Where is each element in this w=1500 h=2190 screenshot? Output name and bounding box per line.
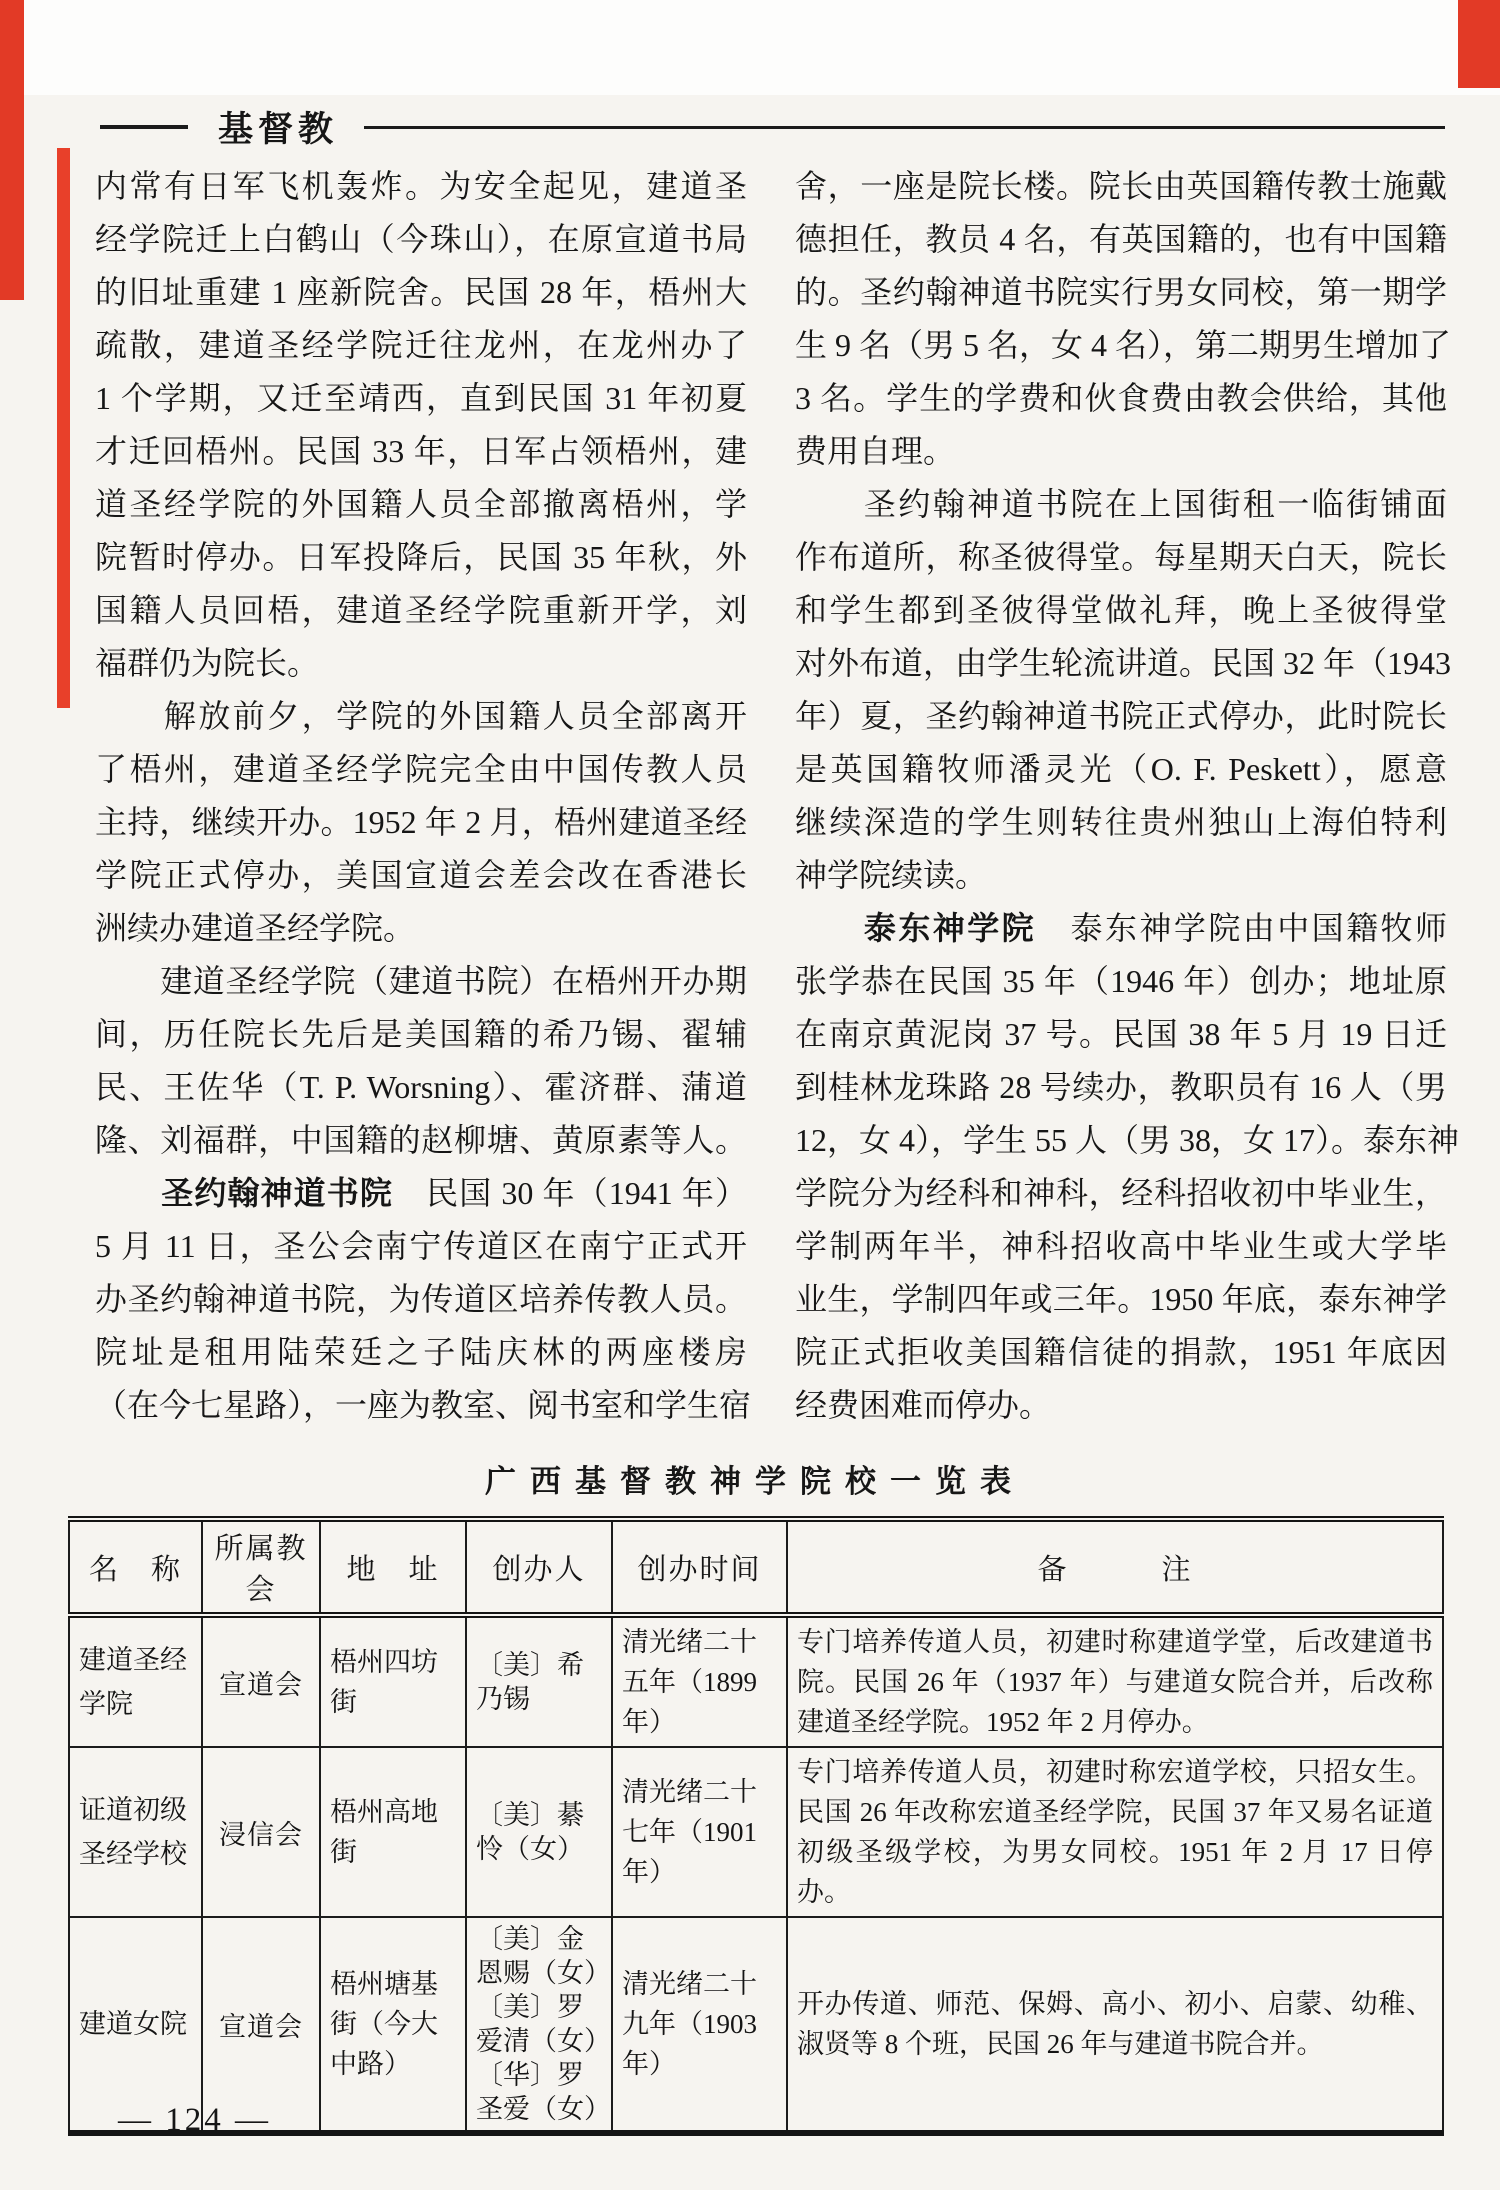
- text-line: 洲续办建道圣经学院。: [95, 910, 416, 946]
- text-line: 业生，学制四年或三年。1950 年底，泰东神学: [795, 1281, 1447, 1317]
- running-head: [100, 102, 1445, 152]
- founder-name: 〔美〕金恩赐（女）: [476, 1924, 611, 1988]
- text-line: 经学院迁上白鹤山（今珠山），在原宣道书局: [95, 221, 747, 257]
- founder-name: 〔美〕綦怜（女）: [476, 1800, 584, 1864]
- text-line: 年）夏，圣约翰神道书院正式停办，此时院长: [795, 698, 1447, 734]
- cell-remarks: 专门培养传道人员，初建时称宏道学校，只招女生。民国 26 年改称宏道圣经学院，民国 37 年又易名证道初级圣级学校，为男女同校。1951 年 2 月 17 日停办。: [787, 1747, 1443, 1917]
- table-row: [69, 1917, 1443, 2133]
- text-line: 主持，继续开办。1952 年 2 月，梧州建道圣经: [95, 804, 747, 840]
- text-line: 院暂时停办。日军投降后，民国 35 年秋，外: [95, 539, 747, 575]
- text-line: 间，历任院长先后是美国籍的希乃锡、翟辅: [95, 1016, 747, 1052]
- scan-top-band: [0, 0, 1500, 95]
- text-line: 到桂林龙珠路 28 号续办，教职员有 16 人（男: [795, 1069, 1447, 1105]
- cell-remarks: 专门培养传道人员，初建时称建道学堂，后改建道书院。民国 26 年（1937 年）与建道女院合并，后改称建道圣经学院。1952 年 2 月停办。: [787, 1615, 1443, 1747]
- entry-heading: 圣约翰神道书院: [161, 1175, 393, 1211]
- head-rule-short: [100, 125, 188, 129]
- scan-artifact-top-right: [1458, 0, 1500, 88]
- left-text-column: [95, 160, 752, 1432]
- cell-church: 浸信会: [202, 1747, 320, 1917]
- entry-heading: 泰东神学院: [863, 910, 1037, 946]
- text-line: 解放前夕，学院的外国籍人员全部离开: [95, 698, 747, 734]
- text-line: 圣约翰神道书院 民国 30 年（1941 年）: [161, 1175, 747, 1211]
- text-line: 院址是租用陆荣廷之子陆庆林的两座楼房: [95, 1334, 747, 1370]
- text-line: 建道圣经学院（建道书院）在梧州开办期: [95, 963, 747, 999]
- founder-name: 〔华〕罗圣爱（女）: [476, 2060, 611, 2124]
- scan-artifact-left-margin: [57, 148, 70, 708]
- cell-church: 宣道会: [202, 1615, 320, 1747]
- text-line: 隆、刘福群，中国籍的赵柳塘、黄原素等人。: [95, 1122, 747, 1158]
- table-column-header: 创办人: [466, 1519, 612, 1615]
- table-header-row: [69, 1519, 1443, 1615]
- text-line: 的。圣约翰神道书院实行男女同校，第一期学: [795, 274, 1447, 310]
- table-column-header: 所属教会: [202, 1519, 320, 1615]
- text-line: 办圣约翰神道书院，为传道区培养传教人员。: [95, 1281, 747, 1317]
- text-line: 对外布道，由学生轮流讲道。民国 32 年（1943: [795, 645, 1452, 681]
- text-line: 3 名。学生的学费和伙食费由教会供给，其他: [795, 380, 1447, 416]
- table-column-header: 创办时间: [612, 1519, 787, 1615]
- founder-name: 〔美〕罗爱清（女）: [476, 1992, 611, 2056]
- text-line: 了梧州，建道圣经学院完全由中国传教人员: [95, 751, 747, 787]
- text-line: 作布道所，称圣彼得堂。每星期天白天，院长: [795, 539, 1447, 575]
- text-line: 经费困难而停办。: [795, 1387, 1052, 1423]
- text-line: 内常有日军飞机轰炸。为安全起见，建道圣: [95, 168, 747, 204]
- text-line: 学院正式停办，美国宣道会差会改在香港长: [95, 857, 747, 893]
- text-line: 学院分为经科和神科，经科招收初中毕业生，: [795, 1175, 1447, 1211]
- cell-school-name: 证道初级圣经学校: [69, 1747, 202, 1917]
- text-line: 和学生都到圣彼得堂做礼拜，晚上圣彼得堂: [795, 592, 1447, 628]
- text-line: 费用自理。: [795, 433, 956, 469]
- page-number: — 124 —: [118, 2102, 271, 2138]
- text-line: 道圣经学院的外国籍人员全部撤离梧州，学: [95, 486, 747, 522]
- text-line: 才迁回梧州。民国 33 年，日军占领梧州，建: [95, 433, 747, 469]
- running-head-label: 基督教: [218, 110, 339, 149]
- text-line: 圣约翰神道书院在上国街租一临街铺面: [795, 486, 1447, 522]
- text-line: 5 月 11 日，圣公会南宁传道区在南宁正式开: [95, 1228, 747, 1264]
- cell-founding-time: 清光绪二十七年（1901年）: [612, 1747, 787, 1917]
- table-column-header: 地 址: [320, 1519, 466, 1615]
- text-line: 在南京黄泥岗 37 号。民国 38 年 5 月 19 日迁: [795, 1016, 1447, 1052]
- seminary-table: [68, 1516, 1444, 2136]
- text-line: 生 9 名（男 5 名，女 4 名），第二期男生增加了: [795, 327, 1452, 363]
- cell-address: 梧州高地街: [320, 1747, 466, 1917]
- text-line: 院正式拒收美国籍信徒的捐款，1951 年底因: [795, 1334, 1447, 1370]
- text-line: 民、王佐华（T. P. Worsning）、霍济群、蒲道: [95, 1069, 747, 1105]
- text-line: 学制两年半，神科招收高中毕业生或大学毕: [795, 1228, 1447, 1264]
- table-column-header: 名 称: [69, 1519, 202, 1615]
- cell-founder: [466, 1615, 612, 1747]
- cell-school-name: 建道圣经学院: [69, 1615, 202, 1747]
- table-title: 广西基督教神学院校一览表: [485, 1464, 1025, 1499]
- text-line: 张学恭在民国 35 年（1946 年）创办；地址原: [795, 963, 1447, 999]
- cell-founder: [466, 1747, 612, 1917]
- text-line: （在今七星路），一座为教室、阅书室和学生宿: [95, 1387, 752, 1423]
- cell-address: 梧州四坊街: [320, 1615, 466, 1747]
- cell-school-name: 建道女院: [69, 1917, 202, 2133]
- text-line: 是英国籍牧师潘灵光（O. F. Peskett），愿意: [795, 751, 1447, 787]
- text-line: 国籍人员回梧，建道圣经学院重新开学，刘: [95, 592, 747, 628]
- cell-founding-time: 清光绪二十五年（1899年）: [612, 1615, 787, 1747]
- text-line: 德担任，教员 4 名，有英国籍的，也有中国籍: [795, 221, 1447, 257]
- text-line: 的旧址重建 1 座新院舍。民国 28 年，梧州大: [95, 274, 747, 310]
- text-line: 疏散，建道圣经学院迁往龙州，在龙州办了: [95, 327, 747, 363]
- cell-founding-time: 清光绪二十九年（1903年）: [612, 1917, 787, 2133]
- text-line: 泰东神学院 泰东神学院由中国籍牧师: [863, 910, 1447, 946]
- scan-artifact-left-edge: [0, 0, 24, 300]
- cell-church: 宣道会: [202, 1917, 320, 2133]
- table-row: [69, 1747, 1443, 1917]
- text-line: 1 个学期，又迁至靖西，直到民国 31 年初夏: [95, 380, 747, 416]
- table-row: [69, 1615, 1443, 1747]
- cell-address: 梧州塘基街（今大中路）: [320, 1917, 466, 2133]
- cell-founder: [466, 1917, 612, 2133]
- right-text-column: [795, 160, 1460, 1432]
- text-line: 舍，一座是院长楼。院长由英国籍传教士施戴: [795, 168, 1447, 204]
- cell-remarks: 开办传道、师范、保姆、高小、初小、启蒙、幼稚、淑贤等 8 个班，民国 26 年与建道书院合并。: [787, 1917, 1443, 2133]
- head-rule-long: [364, 126, 1445, 129]
- text-line: 继续深造的学生则转往贵州独山上海伯特利: [795, 804, 1447, 840]
- text-line: 12，女 4），学生 55 人（男 38，女 17）。泰东神: [795, 1122, 1460, 1158]
- text-line: 福群仍为院长。: [95, 645, 320, 681]
- founder-name: 〔美〕希乃锡: [476, 1650, 584, 1714]
- text-line: 神学院续读。: [795, 857, 988, 893]
- table-column-header: 备 注: [787, 1519, 1443, 1615]
